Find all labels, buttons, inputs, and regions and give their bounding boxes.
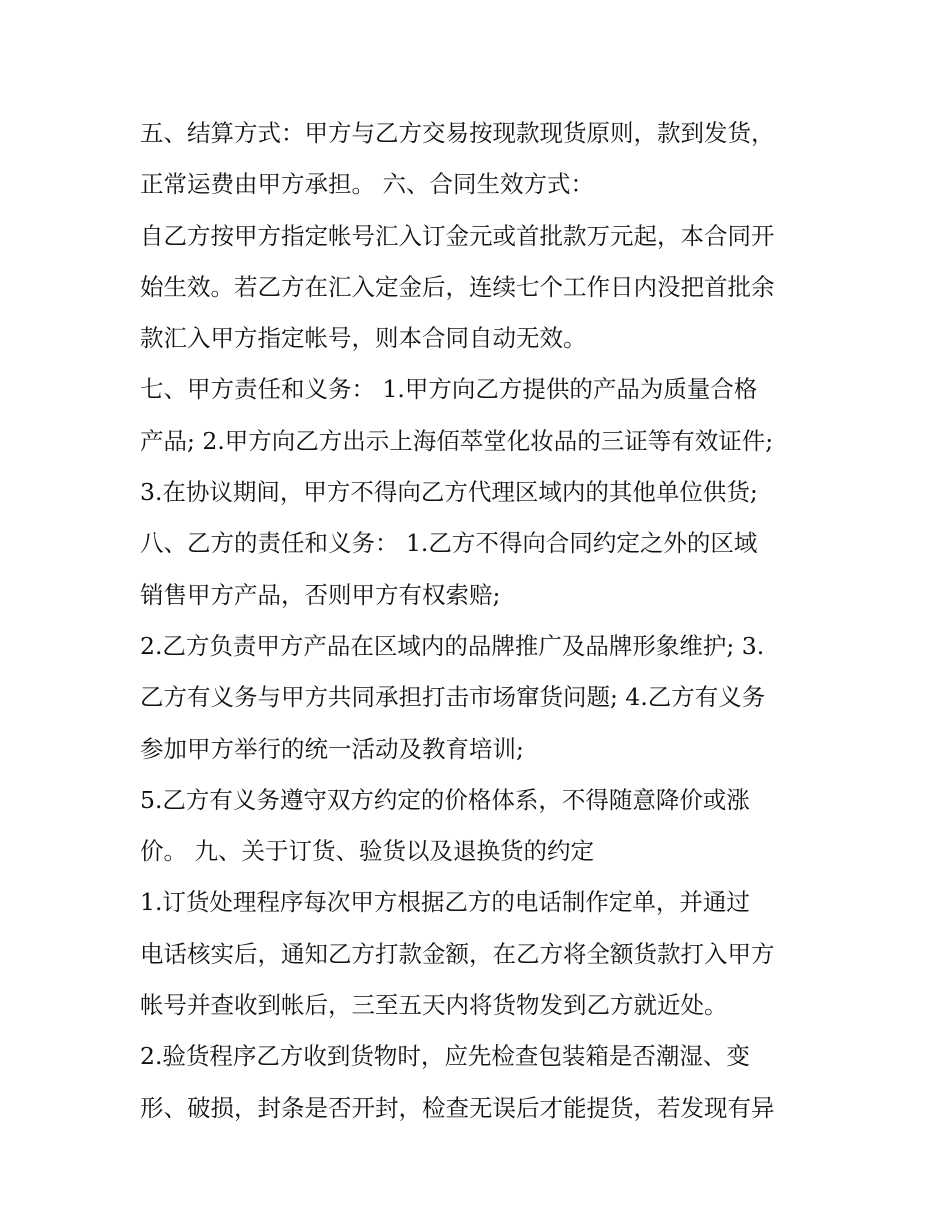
contract-text	[140, 108, 830, 1134]
text-line-4: 始生效。若乙方在汇入定金后，连续七个工作日内没把首批余	[140, 272, 775, 301]
text-line-20: 形、破损，封条是否开封，检查无误后才能提货，若发现有异	[140, 1093, 775, 1122]
text-line-6: 七、甲方责任和义务： 1.甲方向乙方提供的产品为质量合格	[140, 375, 758, 404]
text-line-18: 帐号并查收到帐后，三至五天内将货物发到乙方就近处。	[140, 991, 728, 1020]
text-line-16: 1.订货处理程序每次甲方根据乙方的电话制作定单，并通过	[140, 888, 750, 917]
text-line-1: 五、结算方式：甲方与乙方交易按现款现货原则，款到发货，	[140, 119, 775, 147]
text-line-13: 参加甲方举行的统一活动及教育培训;	[140, 734, 524, 763]
text-line-17: 电话核实后，通知乙方打款金额，在乙方将全额货款打入甲方	[140, 939, 775, 968]
text-line-19: 2.验货程序乙方收到货物时，应先检查包装箱是否潮湿、变	[140, 1042, 750, 1071]
text-line-5: 款汇入甲方指定帐号，则本合同自动无效。	[140, 324, 587, 353]
text-line-9: 八、乙方的责任和义务： 1.乙方不得向合同约定之外的区域	[140, 529, 758, 558]
text-line-12: 乙方有义务与甲方共同承担打击市场窜货问题; 4.乙方有义务	[140, 683, 766, 712]
text-line-10: 销售甲方产品，否则甲方有权索赔;	[140, 580, 501, 609]
text-line-7: 产品; 2.甲方向乙方出示上海佰萃堂化妆品的三证等有效证件;	[140, 426, 774, 455]
text-line-3: 自乙方按甲方指定帐号汇入订金元或首批款万元起，本合同开	[140, 221, 775, 250]
text-line-2: 正常运费由甲方承担。 六、合同生效方式：	[140, 170, 594, 199]
text-line-15: 价。 九、关于订货、验货以及退换货的约定	[140, 837, 594, 866]
text-line-14: 5.乙方有义务遵守双方约定的价格体系，不得随意降价或涨	[140, 785, 750, 814]
text-line-8: 3.在协议期间，甲方不得向乙方代理区域内的其他单位供货;	[140, 478, 758, 507]
text-line-11: 2.乙方负责甲方产品在区域内的品牌推广及品牌形象维护; 3.	[140, 631, 765, 660]
